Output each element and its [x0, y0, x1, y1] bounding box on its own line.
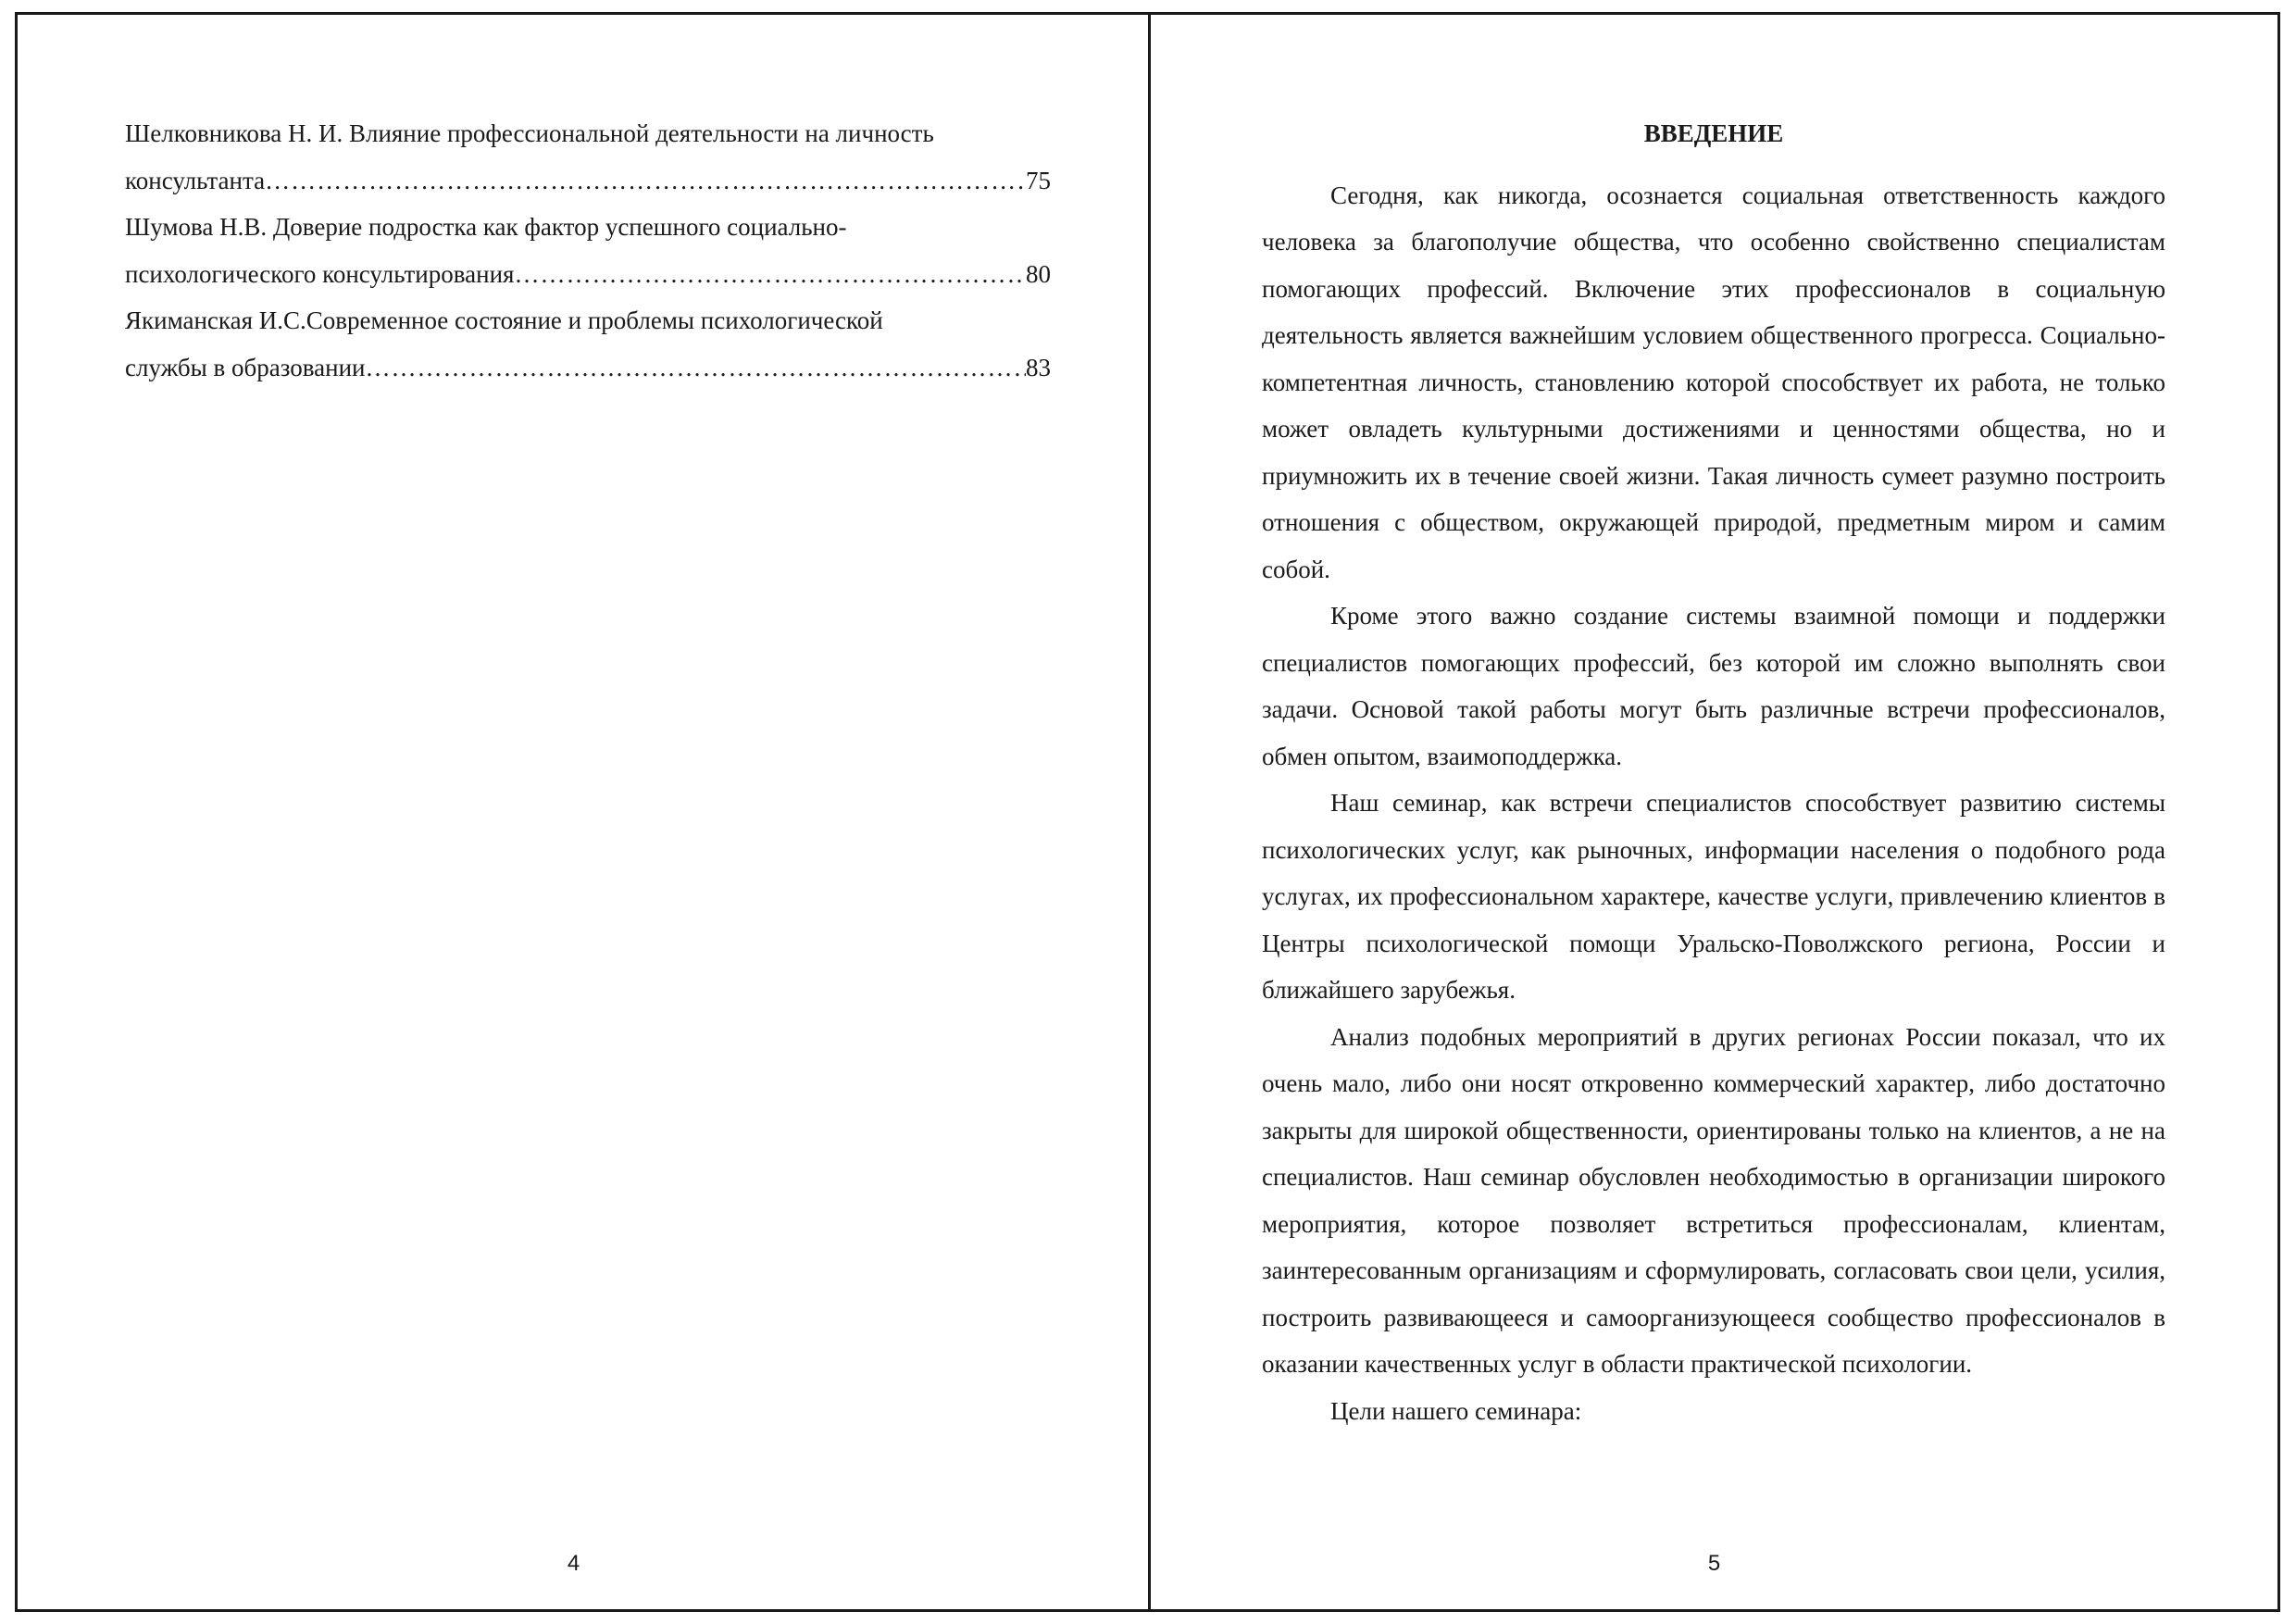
page-number-right: 5 — [1707, 1551, 1721, 1576]
paragraph: Цели нашего семинара: — [1330, 1396, 1582, 1425]
section-heading: ВВЕДЕНИЕ — [1643, 119, 1784, 147]
toc-entry-continuation: консультанта — [125, 166, 266, 194]
toc-entry-title: Шумова Н.В. Доверие подростка как фактор успешного социально- — [125, 213, 847, 241]
paragraph: Сегодня, как никогда, осознается социальная ответственность каждого человека за благополучие общества, что особенно свойственно специалистам помогающих профессий. Включение этих профессионалов в социальную деятельность является важнейшим условием общественного прогресса. Социально-компетентная личность, становлению которой способствует их работа, не только может овладеть культурными достижениями и ценностями общества, но и приумножить их в течение своей жизни. Такая личность сумеет разумно построить отношения с обществом, окружающей природой, предметным миром и самим собой. — [1262, 181, 2165, 583]
toc-dot-leader — [265, 157, 1026, 205]
page-number-left: 4 — [567, 1551, 580, 1576]
toc-entry-leader-line — [125, 157, 1051, 205]
toc-entry-leader-line — [125, 344, 1051, 392]
document-spread — [15, 12, 2280, 1612]
toc-entry-title: Шелковникова Н. И. Влияние профессиональной деятельности на личность — [125, 119, 934, 147]
paragraph: Наш семинар, как встречи специалистов способствует развитию системы психологических услуг, как рыночных, информации населения о подобного рода услугах, их профессиональном характере, качестве услуги, привлечению клиентов в Центры психологической помощи Уральско-Поволжского региона, России и ближайшего зарубежья. — [1262, 789, 2165, 1004]
toc-entry-page: 75 — [1026, 166, 1051, 194]
toc-entry-leader-line — [125, 251, 1051, 298]
introduction-section — [1262, 110, 2165, 1434]
toc-entry-page: 80 — [1026, 259, 1051, 288]
toc-entry — [125, 204, 1051, 297]
paragraph: Анализ подобных мероприятий в других регионах России показал, что их очень мало, либо они носят откровенно коммерческий характер, либо достаточно закрыты для широкой общественности, ориентированы только на клиентов, а не на специалистов. Наш семинар обусловлен необходимостью в организации широкого мероприятия, которое позволяет встретиться профессионалам, клиентам, заинтересованным организациям и сформулировать, согласовать свои цели, усилия, построить развивающееся и самоорганизующееся сообщество профессионалов в оказании качественных услуг в области практической психологии. — [1262, 1022, 2165, 1378]
toc-entry-continuation: психологического консультирования — [125, 259, 515, 288]
toc-entry-page: 83 — [1026, 353, 1051, 381]
toc-entry — [125, 110, 1051, 204]
right-page — [1151, 15, 2277, 1609]
toc-entry-continuation: службы в образовании — [125, 353, 366, 381]
toc-entry-title: Якиманская И.С.Современное состояние и проблемы психологической — [125, 306, 883, 334]
toc-entry — [125, 297, 1051, 391]
paragraph: Кроме этого важно создание системы взаимной помощи и поддержки специалистов помогающих профессий, без которой им сложно выполнять свои задачи. Основой такой работы могут быть различные встречи профессионалов, обмен опытом, взаимоподдержка. — [1262, 602, 2165, 770]
toc-dot-leader — [365, 344, 1026, 392]
table-of-contents — [125, 110, 1051, 391]
toc-dot-leader — [514, 251, 1026, 298]
left-page — [18, 15, 1148, 1609]
